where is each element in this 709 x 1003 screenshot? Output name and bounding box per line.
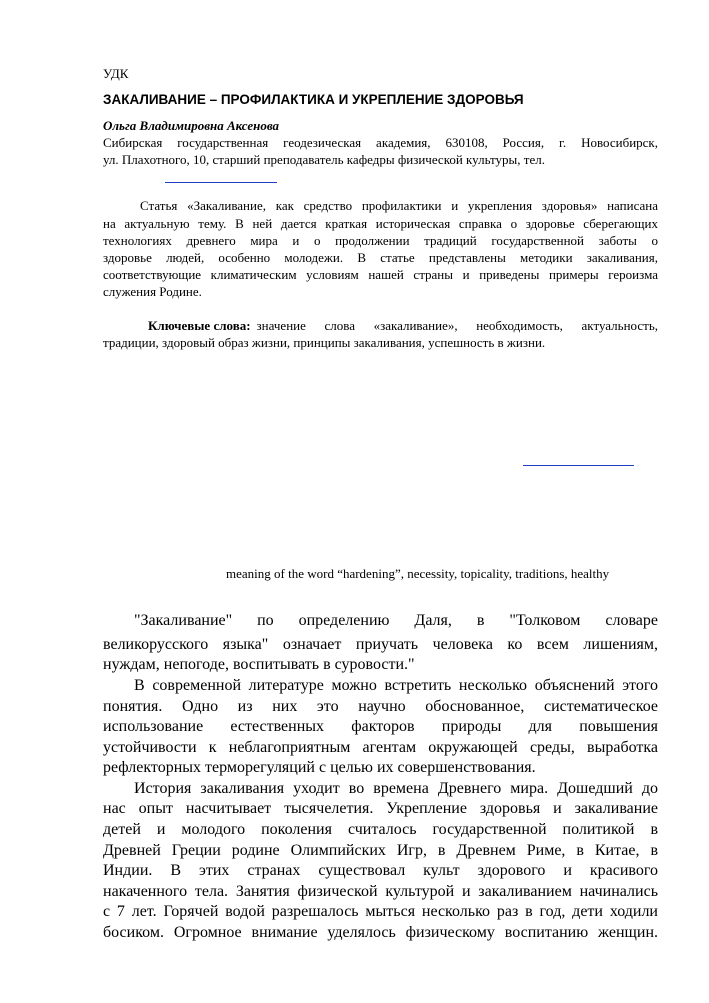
keywords-line-1 (148, 318, 658, 334)
affiliation-line-2: ул. Плахотного, 10, старший преподаватель кафедры физической культуры, тел. (103, 152, 545, 167)
abstract-line-1: Статья «Закаливание, как средство профилактики и укрепления здоровья» написана (140, 198, 658, 213)
body-line-10: нас опыт насчитывает тысячелетия. Укрепление здоровья и закаливание (103, 800, 658, 817)
abstract-line-4: здоровье людей, особенно молодежи. В статье представлены методики закаливания, (103, 250, 658, 265)
body-line-16: босиком. Огромное внимание уделялось физическому воспитанию женщин. (103, 924, 658, 941)
abstract-line-2: на актуальную тему. В ней дается краткая историческая справка о здоровье сберегающих (103, 216, 658, 231)
keywords-line-2: традиции, здоровый образ жизни, принципы закаливания, успешность в жизни. (103, 335, 546, 350)
body-line-5: понятия. Одно из них это научно обоснованное, систематическое (103, 698, 658, 715)
body-line-3: нуждам, непогоде, воспитывать в суровости." (103, 656, 415, 673)
author-name: Ольга Владимировна Аксенова (103, 118, 280, 133)
body-line-11: детей и молодого поколения считалось государственной политикой в (103, 821, 658, 838)
phone-link-underline[interactable] (165, 182, 277, 183)
body-line-1: "Закаливание" по определению Даля, в "Толковом словаре (134, 612, 658, 629)
abstract-line-3: технологиях древнего мира и о продолжении традиций государственной заботы о (103, 233, 658, 248)
abstract-line-5: соответствующие климатическим условиям нашей страны и приведены примеры героизма (103, 267, 658, 282)
udk-label: УДК (103, 66, 129, 81)
email-link-underline[interactable] (523, 465, 634, 466)
abstract-line-6: служения Родине. (103, 284, 202, 299)
body-line-15: с 7 лет. Горячей водой разрешалось мыться несколько раз в год, дети ходили (103, 903, 658, 920)
body-line-4: В современной литературе можно встретить несколько объяснений этого (134, 677, 658, 694)
affiliation-line-1: Сибирская государственная геодезическая академия, 630108, Россия, г. Новосибирск, (103, 135, 658, 150)
body-line-8: рефлекторных терморегуляций с целью их совершенствования. (103, 759, 536, 776)
body-line-6: использование естественных факторов природы для повышения (103, 718, 658, 735)
keywords-en-line: meaning of the word “hardening”, necessity, topicality, traditions, healthy (226, 566, 610, 581)
body-line-7: устойчивости к неблагоприятным агентам окружающей среды, выработка (103, 739, 658, 756)
body-line-14: накаченного тела. Занятия физической культурой и закаливанием начинались (103, 883, 658, 900)
body-line-12: Древней Греции родине Олимпийских Игр, в Древнем Риме, в Китае, в (103, 842, 658, 859)
keywords-text-1: значение слова «закаливание», необходимость, актуальность, (256, 318, 658, 333)
keywords-label: Ключевые слова: (148, 318, 251, 333)
body-line-9: История закаливания уходит во времена Древнего мира. Дошедший до (134, 780, 658, 797)
body-line-13: Индии. В этих странах существовал культ здорового и красивого (103, 862, 658, 879)
article-title: ЗАКАЛИВАНИЕ – ПРОФИЛАКТИКА И УКРЕПЛЕНИЕ ЗДОРОВЬЯ (103, 92, 524, 107)
body-line-2: великорусского языка" означает приучать человека ко всем лишениям, (103, 636, 658, 653)
